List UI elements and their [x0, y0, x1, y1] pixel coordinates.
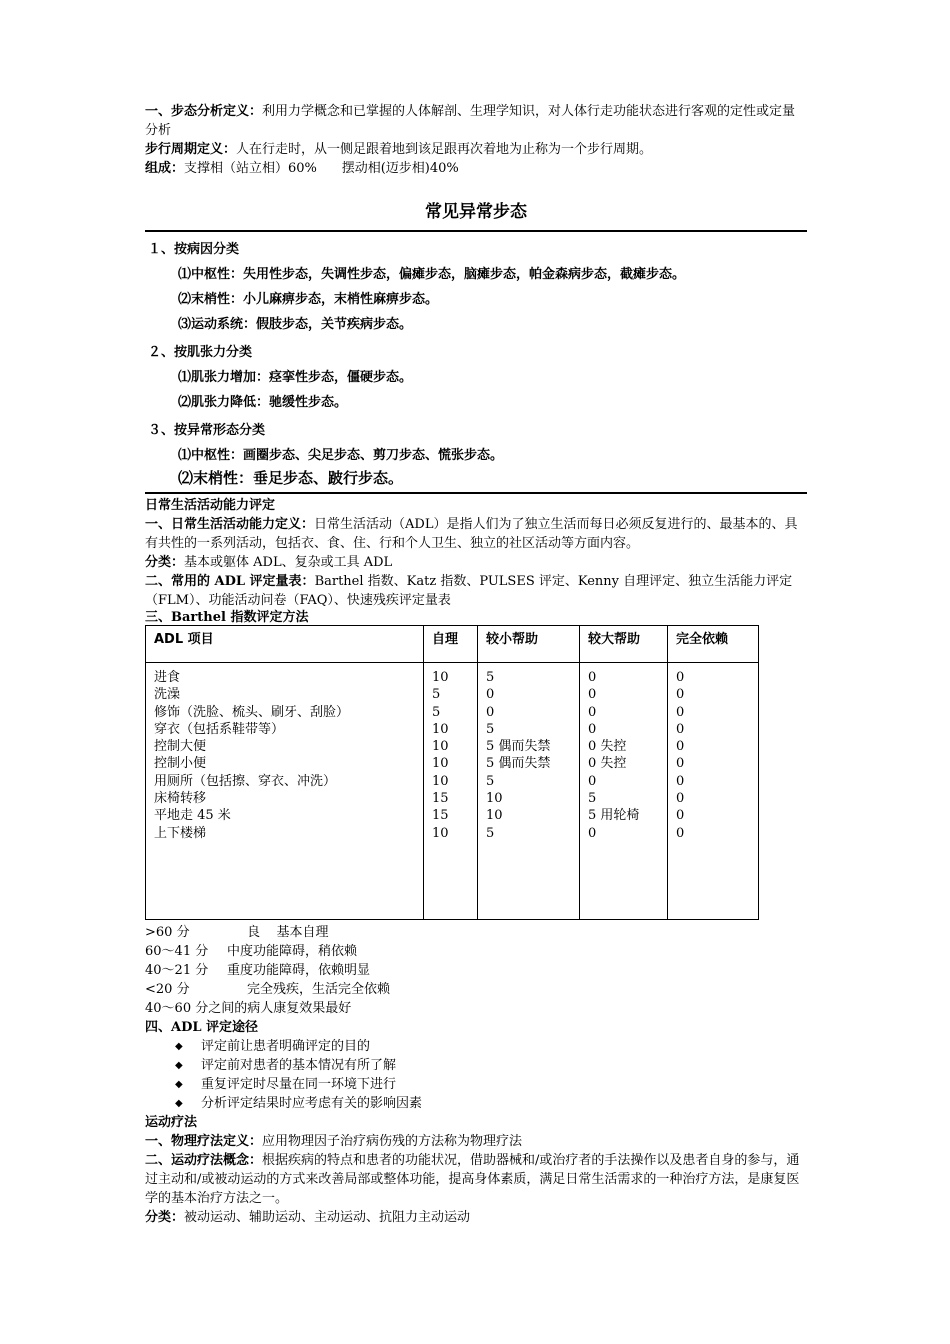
header-major-help: 较大帮助 [580, 626, 668, 663]
adl-def-text: 日常生活活动（ADL）是指人们为了独立生活而每日必须反复进行的、最基本的、具有共性的一系列活动，包括衣、食、住、行和个人卫生、独立的社区活动等方面内容。 [145, 517, 798, 551]
score-row [145, 923, 807, 942]
list-item [175, 1094, 807, 1113]
document-content [145, 102, 807, 1227]
minor-help-score: 5 [486, 825, 495, 841]
bullet-diamond-icon: ◆ [175, 1098, 183, 1109]
minor-help-score: 5 偶而失禁 [486, 739, 551, 755]
dependent-score: 0 [676, 756, 685, 772]
composition-label: 组成： [145, 161, 185, 176]
gait-composition [145, 159, 807, 178]
dependent-score: 0 [676, 739, 685, 755]
major-help-score: 0 [588, 721, 597, 737]
adl-item: 修饰（洗脸、梳头、刷牙、刮脸） [154, 704, 350, 720]
major-help-score: 5 用轮椅 [588, 808, 640, 824]
adl-item: 上下楼梯 [154, 825, 207, 841]
adl-item: 床椅转移 [154, 791, 207, 807]
adl-item: 控制大便 [154, 739, 207, 755]
adl-section [145, 496, 807, 1113]
adl-routes-heading: 四、ADL 评定途径 [145, 1020, 259, 1035]
adl-item: 穿衣（包括系鞋带等） [154, 721, 285, 737]
list-item [175, 1075, 807, 1094]
self-care-score: 5 [432, 704, 441, 720]
adl-classification [145, 553, 807, 572]
route-text: 分析评定结果时应考虑有关的影响因素 [201, 1096, 423, 1111]
bullet-diamond-icon: ◆ [175, 1041, 183, 1052]
adl-scales [145, 572, 807, 610]
score-meaning: 重度功能障碍，依赖明显 [227, 963, 371, 978]
adl-class-text: 基本或躯体 ADL、复杂或工具 ADL [184, 555, 393, 570]
best-effect-note: 40～60 分之间的病人康复效果最好 [145, 1001, 352, 1016]
adl-item: 用厕所（包括擦、穿衣、冲洗） [154, 773, 337, 789]
adl-def-label: 一、日常生活活动能力定义： [145, 517, 315, 532]
major-help-score: 0 失控 [588, 739, 627, 755]
exercise-title: 运动疗法 [145, 1115, 198, 1130]
score-meaning: 良 基本自理 [247, 925, 329, 940]
pt-def-text: 应用物理因子治疗病伤残的方法称为物理疗法 [262, 1134, 523, 1149]
self-care-score: 15 [432, 808, 449, 824]
gait-analysis-def-label: 一、步态分析定义： [145, 104, 263, 119]
adl-scales-label: 二、常用的 ADL 评定量表： [145, 574, 315, 589]
gait-analysis-definition [145, 102, 807, 140]
major-help-score: 0 [588, 687, 597, 703]
list-item [175, 1056, 807, 1075]
adl-item: 进食 [154, 670, 181, 685]
abnormal-gait-categories [145, 240, 807, 488]
table-body-row [146, 663, 759, 920]
adl-class-label: 分类： [145, 555, 185, 570]
self-care-score: 10 [432, 773, 449, 789]
self-care-score: 10 [432, 739, 449, 755]
score-meaning: 中度功能障碍，稍依赖 [227, 944, 358, 959]
minor-help-score: 5 [486, 773, 495, 789]
adl-routes-list [145, 1037, 807, 1113]
concept-label: 二、运动疗法概念： [145, 1153, 263, 1168]
gait-cycle-def-label: 步行周期定义： [145, 142, 237, 157]
category-item: ⑵末梢性：垂足步态、跛行步态。 [178, 469, 404, 487]
dependent-score: 0 [676, 670, 685, 685]
adl-item: 洗澡 [154, 687, 181, 703]
minor-help-score: 10 [486, 808, 503, 824]
list-item [175, 1037, 807, 1056]
score-row [145, 961, 807, 980]
self-care-score: 15 [432, 791, 449, 807]
major-help-score: 0 [588, 825, 597, 841]
exercise-class-label: 分类： [145, 1210, 185, 1225]
self-care-score: 10 [432, 756, 449, 772]
major-help-score: 0 [588, 773, 597, 789]
major-help-score: 0 [588, 670, 597, 685]
section-divider-top [145, 230, 807, 232]
self-care-score: 10 [432, 721, 449, 737]
minor-help-score: 5 [486, 721, 495, 737]
dependent-score: 0 [676, 773, 685, 789]
minor-help-score: 10 [486, 791, 503, 807]
abnormal-gait-title: 常见异常步态 [425, 202, 527, 222]
gait-cycle-def-text: 人在行走时，从一侧足跟着地到该足跟再次着地为止称为一个步行周期。 [236, 142, 653, 157]
category-heading: ２、按肌张力分类 [148, 345, 253, 360]
score-row [145, 942, 807, 961]
bullet-diamond-icon: ◆ [175, 1060, 183, 1071]
barthel-heading: 三、Barthel 指数评定方法 [145, 610, 309, 625]
score-row [145, 980, 807, 999]
dependent-score: 0 [676, 704, 685, 720]
header-dependent: 完全依赖 [668, 626, 759, 663]
minor-help-score: 0 [486, 687, 495, 703]
major-help-cell [580, 663, 668, 920]
gait-cycle-definition [145, 140, 807, 159]
category-item: ⑶运动系统：假肢步态，关节疾病步态。 [178, 317, 413, 332]
adl-items-cell [146, 663, 424, 920]
minor-help-score: 5 [486, 670, 495, 685]
route-text: 评定前对患者的基本情况有所了解 [201, 1058, 397, 1073]
self-care-score: 10 [432, 670, 449, 685]
score-range: 60～41 分 [145, 944, 209, 959]
exercise-class-text: 被动运动、辅助运动、主动运动、抗阻力主动运动 [184, 1210, 471, 1225]
concept-text: 根据疾病的特点和患者的功能状况，借助器械和/或治疗者的手法操作以及患者自身的参与，通过主动和/或被动运动的方式来改善局部或整体功能，提高身体素质，满足日常生活需求的一种治疗方法，是康复医学的基本治疗方法之一。 [145, 1153, 800, 1206]
route-text: 重复评定时尽量在同一环境下进行 [201, 1077, 397, 1092]
barthel-table [145, 625, 759, 920]
header-minor-help: 较小帮助 [478, 626, 580, 663]
score-range: <20 分 [145, 982, 190, 997]
dependent-score: 0 [676, 687, 685, 703]
major-help-score: 0 失控 [588, 756, 627, 772]
composition-text: 支撑相（站立相）60% 摆动相(迈步相)40% [184, 161, 459, 176]
table-header-row [146, 626, 759, 663]
self-care-score: 10 [432, 825, 449, 841]
exercise-section [145, 1113, 807, 1227]
category-item: ⑴肌张力增加：痉挛性步态，僵硬步态。 [178, 370, 413, 385]
category-heading: １、按病因分类 [148, 242, 240, 257]
category-item: ⑵肌张力降低：驰缓性步态。 [178, 395, 348, 410]
minor-help-score: 0 [486, 704, 495, 720]
minor-help-cell [478, 663, 580, 920]
category-heading: ３、按异常形态分类 [148, 423, 266, 438]
major-help-score: 0 [588, 704, 597, 720]
minor-help-score: 5 偶而失禁 [486, 756, 551, 772]
header-self-care: 自理 [424, 626, 478, 663]
score-interpretation [145, 923, 807, 1018]
exercise-classification [145, 1208, 807, 1227]
gait-analysis-def-text: 利用力学概念和已掌握的人体解剖、生理学知识，对人体行走功能状态进行客观的定性或定量分析 [145, 104, 796, 138]
dependent-cell [668, 663, 759, 920]
adl-item: 平地走 45 米 [154, 808, 231, 824]
exercise-therapy-concept [145, 1151, 807, 1208]
dependent-score: 0 [676, 721, 685, 737]
adl-scales-text: Barthel 指数、Katz 指数、PULSES 评定、Kenny 自理评定、独立生活能力评定（FLM）、功能活动问卷（FAQ）、快速残疾评定量表 [145, 574, 793, 608]
adl-item: 控制小便 [154, 756, 207, 772]
physical-therapy-definition [145, 1132, 807, 1151]
score-range: >60 分 [145, 925, 190, 940]
dependent-score: 0 [676, 825, 685, 841]
score-range: 40～21 分 [145, 963, 209, 978]
bullet-diamond-icon: ◆ [175, 1079, 183, 1090]
route-text: 评定前让患者明确评定的目的 [201, 1039, 371, 1054]
adl-definition [145, 515, 807, 553]
pt-def-label: 一、物理疗法定义： [145, 1134, 263, 1149]
category-item: ⑴中枢性：画圈步态、尖足步态、剪刀步态、慌张步态。 [178, 448, 504, 463]
self-care-cell [424, 663, 478, 920]
category-item: ⑴中枢性：失用性步态，失调性步态，偏瘫步态，脑瘫步态，帕金森病步态，截瘫步态。 [178, 267, 686, 282]
category-item: ⑵末梢性：小儿麻痹步态，末梢性麻痹步态。 [178, 292, 439, 307]
section-divider-bottom [145, 492, 807, 494]
dependent-score: 0 [676, 791, 685, 807]
adl-title: 日常生活活动能力评定 [145, 498, 276, 513]
self-care-score: 5 [432, 687, 441, 703]
score-meaning: 完全残疾，生活完全依赖 [247, 982, 391, 997]
header-adl-item: ADL 项目 [146, 626, 424, 663]
major-help-score: 5 [588, 791, 597, 807]
dependent-score: 0 [676, 808, 685, 824]
